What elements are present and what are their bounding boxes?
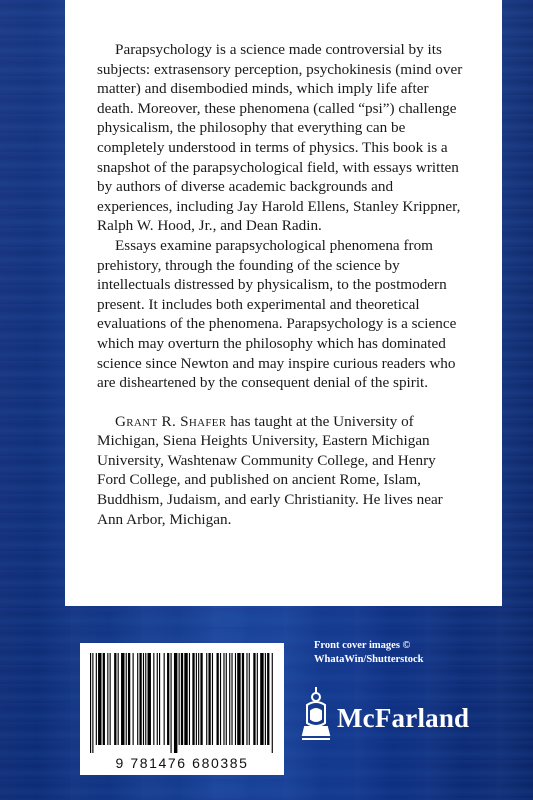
barcode-bar [265, 653, 266, 745]
barcode-bar [260, 653, 263, 745]
barcode-bar [118, 653, 119, 745]
barcode-bar [217, 653, 219, 745]
barcode-bar [229, 653, 230, 745]
author-name: Grant R. Shafer [115, 412, 227, 430]
barcode-bar [121, 653, 124, 745]
barcode-bar [220, 653, 221, 745]
barcode-bar [226, 653, 227, 745]
barcode-bar [107, 653, 108, 745]
barcode-bar [110, 653, 111, 745]
barcode-bar [184, 653, 187, 745]
author-bio [97, 412, 467, 530]
barcode-bar [223, 653, 224, 745]
barcode-bar [143, 653, 144, 745]
barcode-bar [157, 653, 158, 745]
barcode-bar [137, 653, 138, 745]
barcode-bar [139, 653, 141, 745]
barcode-bar [90, 653, 91, 753]
barcode-bar [196, 653, 197, 745]
barcode-bar [133, 653, 134, 745]
barcode-bar [103, 653, 105, 745]
barcode-bar [272, 653, 273, 753]
barcode-bar [179, 653, 180, 745]
barcode-bar [164, 653, 165, 745]
credit-line-1: Front cover images © [314, 640, 411, 651]
barcode-bar [126, 653, 127, 745]
barcode-bar [114, 653, 116, 745]
barcode-bar [242, 653, 244, 745]
barcode-bar [198, 653, 199, 745]
barcode-bar [235, 653, 236, 745]
barcode-bar [128, 653, 130, 745]
barcode-bar [246, 653, 247, 745]
blurb-paragraph-2: Essays examine parapsychological phenomena from prehistory, through the founding of the science by intellectuals distressed by physicalism, to the postmodern present. It includes both experimental and theoretical evaluations of the phenomena. Parapsychology is a science which may overturn the philosophy which has dominated science since Newton and may inspire curious readers who are disheartened by the consequent denial of the spirit. [97, 236, 457, 392]
barcode-bar [237, 653, 240, 745]
barcode-bar [267, 653, 269, 745]
barcode-bar [92, 653, 93, 753]
isbn-digits: 9 781476 680385 [115, 755, 249, 771]
barcode-bar [189, 653, 190, 745]
barcode-bar [96, 653, 97, 745]
barcode-bar [174, 653, 177, 753]
barcode-bar [192, 653, 194, 745]
barcode-bars [88, 653, 276, 753]
barcode-bar [208, 653, 210, 745]
barcode-bar [153, 653, 154, 745]
barcode-bar [167, 653, 169, 745]
barcode-bar [257, 653, 258, 745]
barcode-bar [159, 653, 160, 745]
barcode-bar [98, 653, 101, 745]
barcode-bar [171, 653, 172, 753]
back-cover-blurb [97, 40, 467, 529]
barcode-bar [181, 653, 183, 745]
barcode-bar [206, 653, 207, 745]
publisher-logo [299, 683, 479, 747]
barcode-bar [145, 653, 146, 745]
blurb-paragraph-1: Parapsychology is a science made controversial by its subjects: extrasensory perception, psychokinesis (mind over matter) and disembodied minds, which imply life after death. Moreover, these phenomena (called “psi”) challenge physicalism, the philosophy that everything can be completely understood in terms of physics. This book is a snapshot of the parapsychological field, with essays written by authors of diverse academic backgrounds and experiences, including Jay Harold Ellens, Stanley Krippner, Ralph W. Hood, Jr., and Dean Radin. [97, 41, 463, 235]
lighthouse-lamp-icon [299, 683, 333, 743]
barcode-bar [249, 653, 250, 745]
barcode-bar [231, 653, 232, 745]
author-bio-text: has taught at the University of Michigan, Siena Heights University, Eastern Michigan University, Washtenaw Community College, and Henry Ford College, and published on ancient Rome, Islam, Buddhism, Judaism, and early Christianity. He lives near Ann Arbor, Michigan. [97, 412, 443, 528]
barcode-bar [253, 653, 255, 745]
barcode-bar [200, 653, 202, 745]
credit-line-2: WhataWin/Shutterstock [314, 654, 424, 665]
barcode-bar [212, 653, 213, 745]
cover-image-credit [314, 639, 484, 667]
isbn-barcode [80, 643, 284, 775]
barcode-bar [148, 653, 151, 745]
publisher-name: McFarland [337, 703, 470, 733]
